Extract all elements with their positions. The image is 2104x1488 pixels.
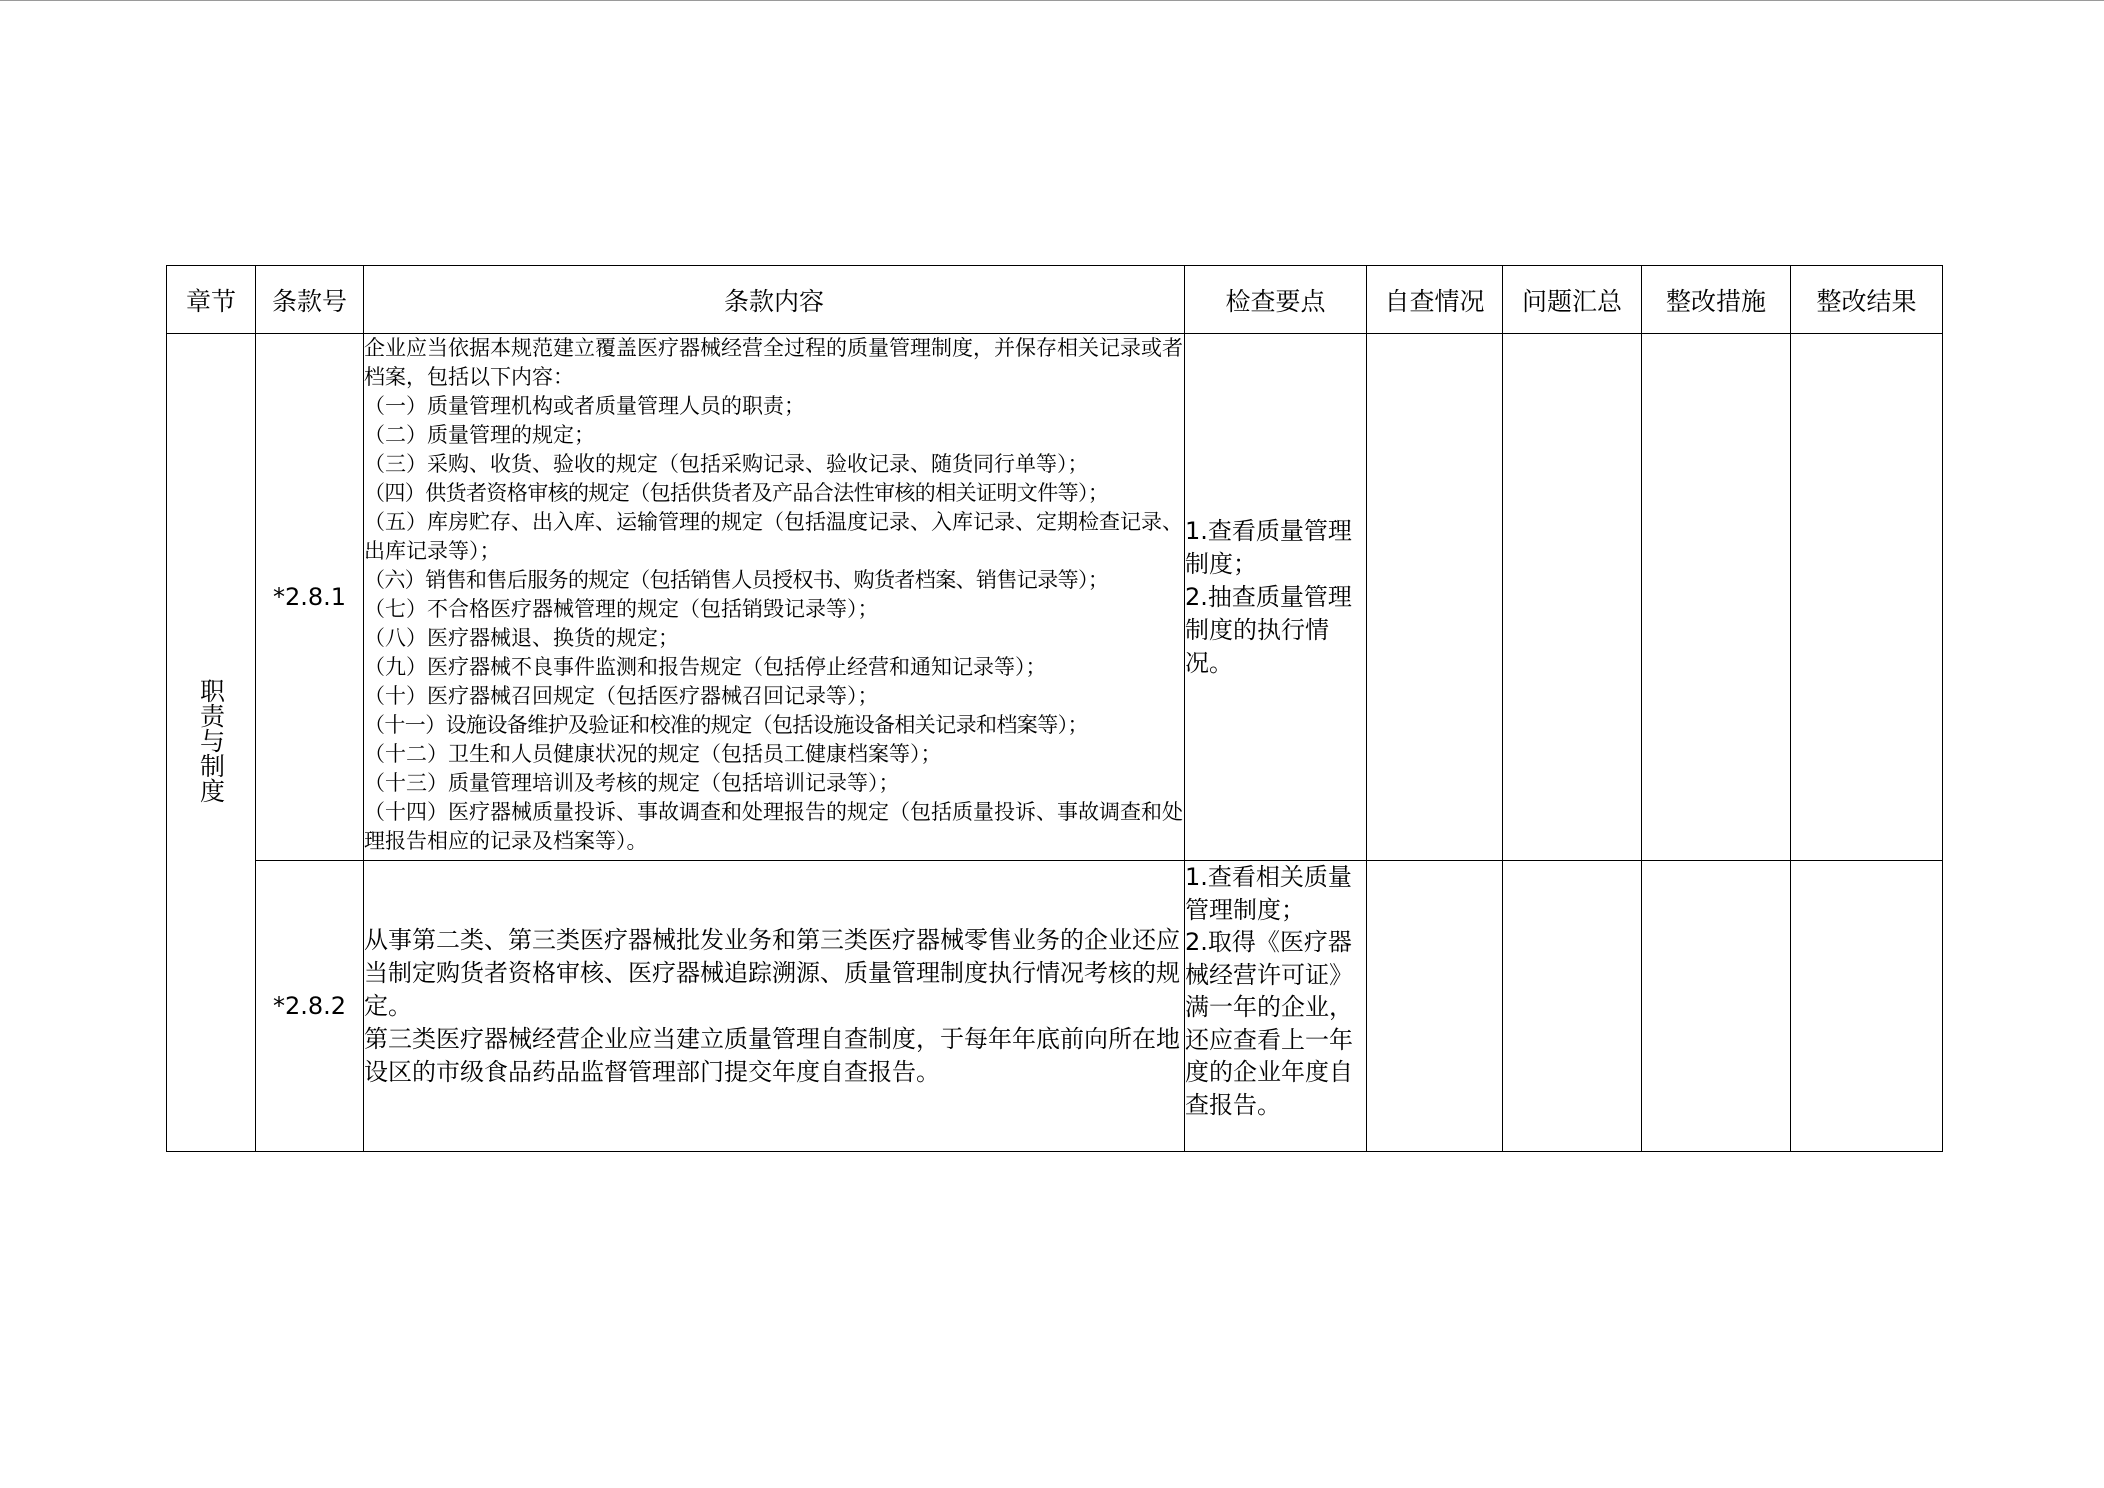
content-line: （十）医疗器械召回规定（包括医疗器械召回记录等）； bbox=[364, 684, 879, 708]
clause-content bbox=[364, 334, 1185, 861]
header-row bbox=[167, 266, 1943, 334]
content-line: （八）医疗器械退、换货的规定； bbox=[364, 626, 679, 650]
self-inspection-table bbox=[166, 265, 1943, 1152]
content-line: （十四）医疗器械质量投诉、事故调查和处理报告的规定（包括质量投诉、事故调查和处理报告相应的记录及档案等）。 bbox=[364, 800, 1183, 853]
chapter-label: 职责与制度 bbox=[196, 678, 226, 803]
clause-content bbox=[364, 861, 1185, 1152]
content-line: （九）医疗器械不良事件监测和报告规定（包括停止经营和通知记录等）； bbox=[364, 655, 1047, 679]
check-point-item: 2.取得《医疗器械经营许可证》满一年的企业，还应查看上一年度的企业年度自查报告。 bbox=[1185, 928, 1353, 1119]
check-point-item: 2.抽查质量管理制度的执行情况。 bbox=[1185, 582, 1352, 677]
content-line: （一）质量管理机构或者质量管理人员的职责； bbox=[364, 394, 805, 418]
table-row bbox=[167, 861, 1943, 1152]
clause-code: *2.8.1 bbox=[256, 334, 364, 861]
chapter-cell bbox=[167, 334, 256, 1152]
header-issue-summary: 问题汇总 bbox=[1503, 266, 1642, 334]
content-line: （四）供货者资格审核的规定（包括供货者及产品合法性审核的相关证明文件等）； bbox=[364, 481, 1109, 505]
header-self-check: 自查情况 bbox=[1367, 266, 1503, 334]
self-check-cell[interactable] bbox=[1367, 334, 1503, 861]
content-line: （十二）卫生和人员健康状况的规定（包括员工健康档案等）； bbox=[364, 742, 942, 766]
page-top-edge bbox=[0, 0, 2104, 1]
table-row bbox=[167, 334, 1943, 861]
header-clause-number: 条款号 bbox=[256, 266, 364, 334]
clause-code: *2.8.2 bbox=[256, 861, 364, 1152]
header-chapter: 章节 bbox=[167, 266, 256, 334]
content-line: （二）质量管理的规定； bbox=[364, 423, 595, 447]
header-clause-content: 条款内容 bbox=[364, 266, 1185, 334]
issue-summary-cell[interactable] bbox=[1503, 861, 1642, 1152]
content-line: 从事第二类、第三类医疗器械批发业务和第三类医疗器械零售业务的企业还应当制定购货者资格审核、医疗器械追踪溯源、质量管理制度执行情况考核的规定。 bbox=[364, 925, 1180, 1020]
rectification-measures-cell[interactable] bbox=[1642, 334, 1791, 861]
content-line: （三）采购、收货、验收的规定（包括采购记录、验收记录、随货同行单等）； bbox=[364, 452, 1089, 476]
content-line: 企业应当依据本规范建立覆盖医疗器械经营全过程的质量管理制度，并保存相关记录或者档案，包括以下内容： bbox=[364, 336, 1183, 389]
self-check-cell[interactable] bbox=[1367, 861, 1503, 1152]
content-line: （十三）质量管理培训及考核的规定（包括培训记录等）； bbox=[364, 771, 900, 795]
content-line: （十一）设施设备维护及验证和校准的规定（包括设施设备相关记录和档案等）； bbox=[364, 713, 1088, 737]
rectification-measures-cell[interactable] bbox=[1642, 861, 1791, 1152]
check-points bbox=[1185, 334, 1367, 861]
rectification-result-cell[interactable] bbox=[1791, 334, 1943, 861]
content-line: 第三类医疗器械经营企业应当建立质量管理自查制度，于每年年底前向所在地设区的市级食品药品监督管理部门提交年度自查报告。 bbox=[364, 1024, 1180, 1086]
content-line: （七）不合格医疗器械管理的规定（包括销毁记录等）； bbox=[364, 597, 879, 621]
issue-summary-cell[interactable] bbox=[1503, 334, 1642, 861]
header-rectification-result: 整改结果 bbox=[1791, 266, 1943, 334]
header-rectification-measures: 整改措施 bbox=[1642, 266, 1791, 334]
content-line: （五）库房贮存、出入库、运输管理的规定（包括温度记录、入库记录、定期检查记录、出库记录等）； bbox=[364, 510, 1183, 563]
check-points bbox=[1185, 861, 1367, 1152]
rectification-result-cell[interactable] bbox=[1791, 861, 1943, 1152]
header-check-points: 检查要点 bbox=[1185, 266, 1367, 334]
content-line: （六）销售和售后服务的规定（包括销售人员授权书、购货者档案、销售记录等）； bbox=[364, 568, 1109, 592]
check-point-item: 1.查看质量管理制度； bbox=[1185, 516, 1352, 578]
check-point-item: 1.查看相关质量管理制度； bbox=[1185, 863, 1352, 924]
